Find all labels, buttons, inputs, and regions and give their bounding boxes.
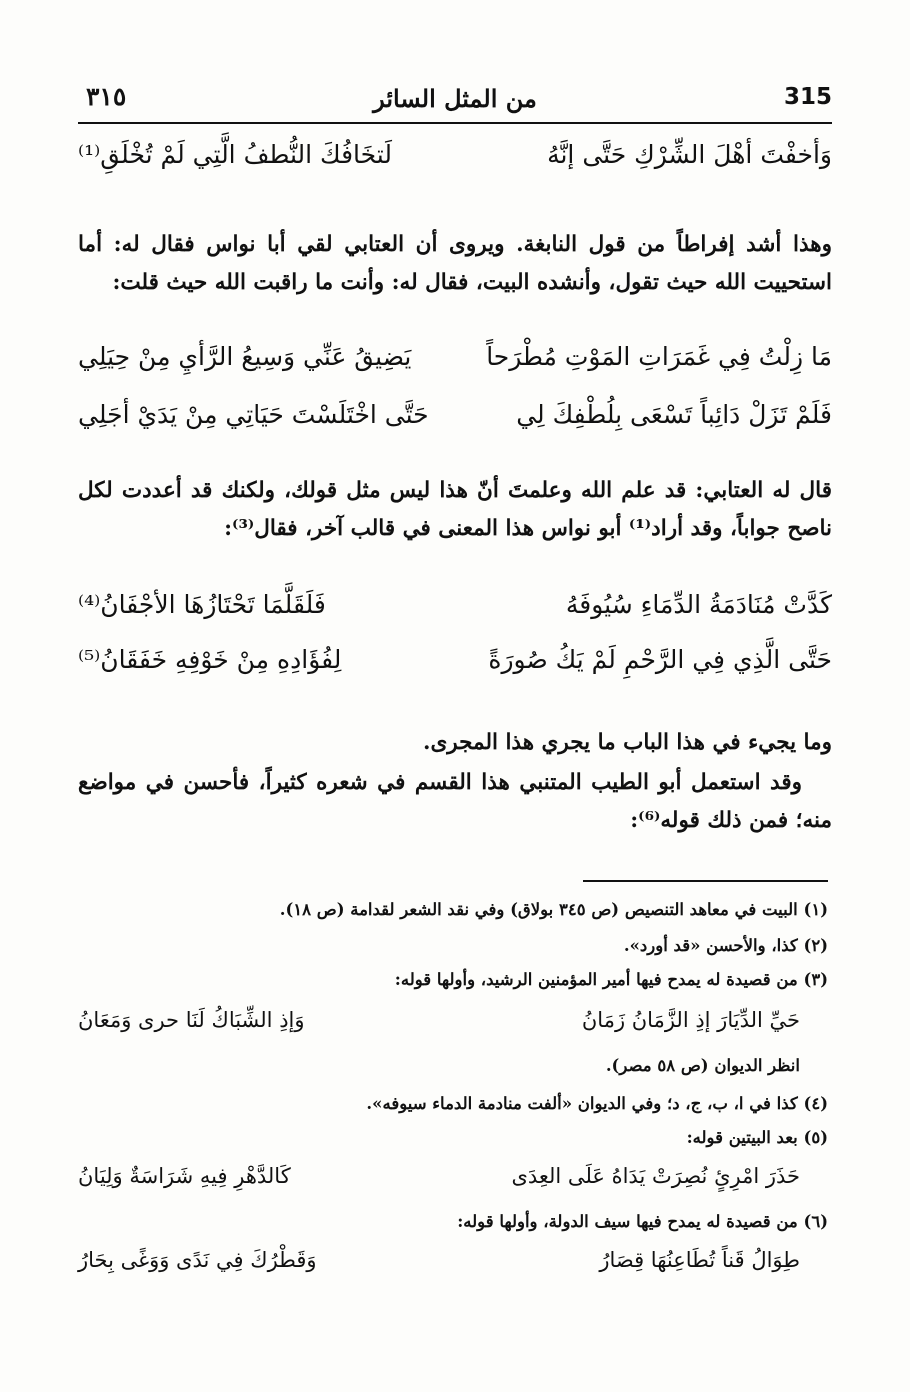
footnote-4: (٤) كذا في ا، ب، ج، د؛ وفي الديوان «ألفت منادمة الدماء سيوفه». xyxy=(366,1094,828,1113)
footnote-5-verse xyxy=(78,1164,800,1202)
verse-2-first-hemistich: مَا زِلْتُ فِي غَمَرَاتِ المَوْتِ مُطْرَحاً xyxy=(486,342,832,371)
verse-3-second-hemistich: حَتَّى اخْتَلَسْتَ حَيَاتِي مِنْ يَدَيْ أجَلِي xyxy=(78,400,429,429)
footnote-6: (٦) من قصيدة له يمدح فيها سيف الدولة، وأولها قوله: xyxy=(457,1212,828,1231)
verse-5-second-hemistich: لِفُؤَادِهِ مِنْ خَوْفِهِ خَفَقَانُ⁽⁵⁾ xyxy=(78,645,342,674)
verse-4-first-hemistich: كَدَّتْ مُنَادَمَةُ الدِّمَاءِ سُيُوفَهُ xyxy=(565,590,832,619)
verse-2 xyxy=(78,342,832,388)
paragraph-3: وما يجيء في هذا الباب ما يجري هذا المجرى. xyxy=(422,730,832,755)
footnote-5-verse-second-hemistich: كَالدَّهْرِ فِيهِ شَرَاسَةٌ وَلِيَانُ xyxy=(78,1164,291,1188)
verse-1-first-hemistich: وَأخفْتَ أهْلَ الشِّرْكِ حَتَّى إنَّهُ xyxy=(547,140,832,169)
footnote-6-verse-first-hemistich: طِوَالُ قَناً تُطَاعِنُهَا قِصَارُ xyxy=(599,1248,800,1272)
verse-2-second-hemistich: يَضِيقُ عَنِّي وَسِيعُ الرَّأيِ مِنْ حِيَلِي xyxy=(78,342,412,371)
page-number-arabic: ٣١٥ xyxy=(86,82,127,111)
footnote-5: (٥) بعد البيتين قوله: xyxy=(686,1128,828,1147)
verse-3 xyxy=(78,400,832,446)
footnote-6-verse-second-hemistich: وَقَطْرُكَ فِي نَدًى وَوَغًى بِحَارُ xyxy=(78,1248,317,1272)
verse-4-second-hemistich: فَلَقَلَّمَا تَحْتَازُهَا الأجْفَانُ⁽⁴⁾ xyxy=(78,590,326,619)
verse-3-first-hemistich: فَلَمْ تَزَلْ دَائِباً تَسْعَى بِلُطْفِكَ لِي xyxy=(516,400,832,429)
footnote-2: (٢) كذا، والأحسن «قد أورد». xyxy=(623,936,828,955)
verse-5 xyxy=(78,645,832,691)
verse-1-second-hemistich: لَتخَافُكَ النُّطفُ الَّتِي لَمْ تُخْلَقِ⁽¹⁾ xyxy=(78,140,392,169)
verse-4 xyxy=(78,590,832,636)
footnote-1: (١) البيت في معاهد التنصيص (ص ٣٤٥ بولاق) وفي نقد الشعر لقدامة (ص ١٨). xyxy=(279,900,828,919)
footnote-3: (٣) من قصيدة له يمدح فيها أمير المؤمنين الرشيد، وأولها قوله: xyxy=(394,970,828,989)
footnote-3-verse-first-hemistich: حَيِّ الدِّيَارَ إذِ الزَّمَانُ زَمَانُ xyxy=(581,1008,800,1032)
page-header xyxy=(78,82,832,124)
footnote-3-reference: انظر الديوان (ص ٥٨ مصر). xyxy=(605,1056,800,1075)
paragraph-1: وهذا أشد إفراطاً من قول النابغة. ويروى أن العتابي لقي أبا نواس فقال له: أما استحييت الله حيث تقول، وأنشده البيت، فقال له: وأنت ما راقبت الله حيث قلت: xyxy=(78,232,832,295)
footnote-3-verse xyxy=(78,1008,800,1046)
paragraph-2: قال له العتابي: قد علم الله وعلمتَ أنّ هذا ليس مثل قولك، ولكنك قد أعددت لكل ناصح جواباً، وقد أراد⁽¹⁾ أبو نواس هذا المعنى في قالب آخر، فقال⁽³⁾: xyxy=(78,478,832,541)
footnote-6-verse xyxy=(78,1248,800,1286)
paragraph-4: وقد استعمل أبو الطيب المتنبي هذا القسم في شعره كثيراً، فأحسن في مواضع منه؛ فمن ذلك قوله⁽⁶⁾: xyxy=(78,770,832,833)
page-number-latin: 315 xyxy=(783,84,832,110)
verse-1 xyxy=(78,140,832,186)
footnote-5-verse-first-hemistich: حَذَرَ امْرِئٍ نُصِرَتْ يَدَاهُ عَلَى العِدَى xyxy=(511,1164,800,1188)
footnote-3-verse-second-hemistich: وَإذِ الشِّبَاكُ لَنَا حرى وَمَعَانُ xyxy=(78,1008,305,1032)
footnote-separator xyxy=(583,880,828,882)
running-title: من المثل السائر xyxy=(373,84,537,113)
verse-5-first-hemistich: حَتَّى الَّذِي فِي الرَّحْمِ لَمْ يَكُ صُورَةً xyxy=(488,645,832,674)
